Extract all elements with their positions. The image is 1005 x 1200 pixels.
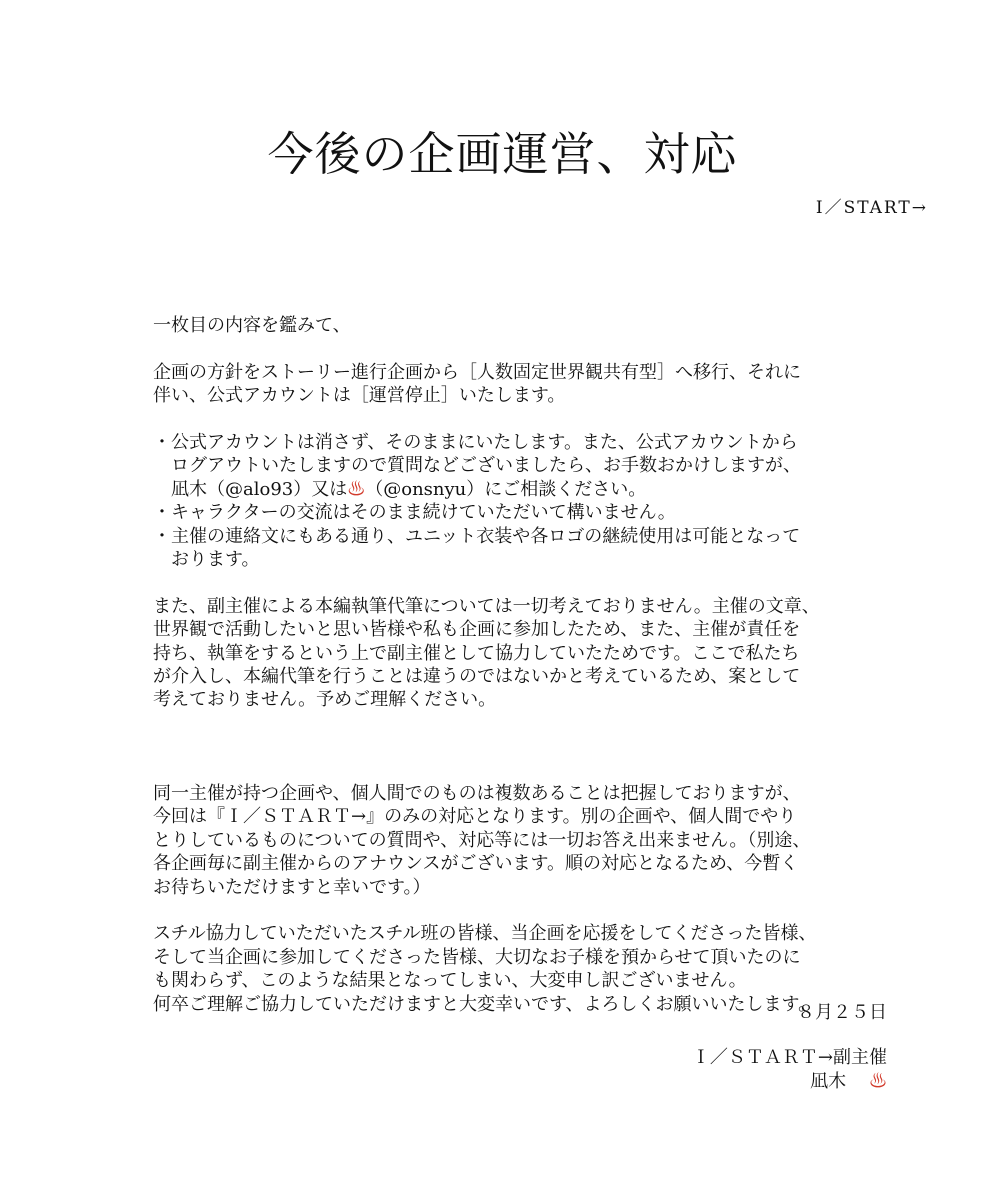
bullet-item-characters — [153, 501, 873, 524]
text-line: 同一主催が持つ企画や、個人間でのものは複数あることは把握しておりますが、 — [153, 783, 801, 805]
text-line: おります。 — [171, 549, 260, 571]
text-line: 今回は『Ｉ／ＳＴＡＲＴ→』のみの対応となります。別の企画や、個人間でやり — [153, 806, 797, 828]
text-line: ・キャラクターの交流はそのまま続けていただいて構いません。 — [153, 502, 676, 524]
policy-paragraph — [153, 361, 873, 408]
text-line: ・主催の連絡文にもある通り、ユニット衣装や各ロゴの継続使用は可能となって — [153, 525, 801, 547]
spacer — [153, 408, 873, 431]
text-line: ログアウトいたしますので質問などございましたら、お手数おかけしますが、 — [171, 455, 801, 477]
spacer — [153, 712, 873, 759]
project-tag: I／START→ — [815, 198, 928, 218]
spacer — [153, 337, 873, 360]
signature-name: 凪木 — [810, 1070, 847, 1092]
signature-block — [692, 1001, 887, 1093]
signature-date: ８月２５日 — [797, 1002, 887, 1023]
spacer — [153, 759, 873, 782]
text-line: 考えておりません。予めご理解ください。 — [153, 689, 497, 711]
text-line: 各企画毎に副主催からのアナウンスがございます。順の対応となるため、今暫く — [153, 853, 799, 875]
text-line: ・公式アカウントは消さず、そのままにいたします。また、公式アカウントから — [153, 432, 798, 453]
signature-org: Ｉ／ＳＴＡＲＴ→副主催 — [691, 1047, 887, 1069]
text-line: が介入し、本編代筆を行うことは違うのではないかと考えているため、案として — [153, 666, 801, 688]
text-line: 世界観で活動したいと思い皆様や私も企画に参加したため、また、主催が責任を — [153, 619, 801, 641]
text-line: 一枚目の内容を鑑みて、 — [153, 315, 351, 336]
hot-spring-icon: ♨ — [869, 1070, 887, 1092]
document-body — [153, 314, 873, 1016]
text-line: 凪木（@alo93）又は♨（@onsnyu）にご相談ください。 — [171, 478, 647, 500]
scope-paragraph — [153, 782, 873, 899]
ghostwriting-paragraph — [153, 595, 873, 712]
hot-spring-icon: ♨ — [347, 478, 366, 500]
page-title: 今後の企画運営、対応 — [267, 127, 738, 181]
bullet-item-costumes — [153, 525, 873, 572]
text-line: また、副主催による本編執筆代筆については一切考えておりません。主催の文章、 — [153, 595, 820, 617]
text-line: そして当企画に参加してくださった皆様、大切なお子様を預からせて頂いたのに — [153, 946, 801, 968]
bullet-item-account — [153, 431, 873, 501]
text-line: 伴い、公式アカウントは［運営停止］いたします。 — [153, 385, 566, 407]
spacer — [153, 899, 873, 922]
text-line: スチル協力していただいたスチル班の皆様、当企画を応援をしてくださった皆様、 — [153, 923, 817, 945]
spacer — [153, 571, 873, 594]
text-line: お待ちいただけますと幸いです。） — [153, 876, 431, 898]
signature-name-line — [692, 1070, 887, 1093]
intro-paragraph — [153, 314, 873, 337]
text-line: 何卒ご理解ご協力していただけますと大変幸いです、よろしくお願いいたします。 — [153, 993, 817, 1015]
text-line: 持ち、執筆をするという上で副主催として協力していたためです。ここで私たち — [153, 642, 800, 664]
text-line: とりしているものについての質問や、対応等には一切お答え出来ません。（別途、 — [153, 829, 811, 851]
text-line: 企画の方針をストーリー進行企画から［人数固定世界観共有型］へ移行、それに — [153, 361, 801, 383]
bullet-list — [153, 431, 873, 571]
text-line: も関わらず、このような結果となってしまい、大変申し訳ございません。 — [153, 970, 747, 992]
